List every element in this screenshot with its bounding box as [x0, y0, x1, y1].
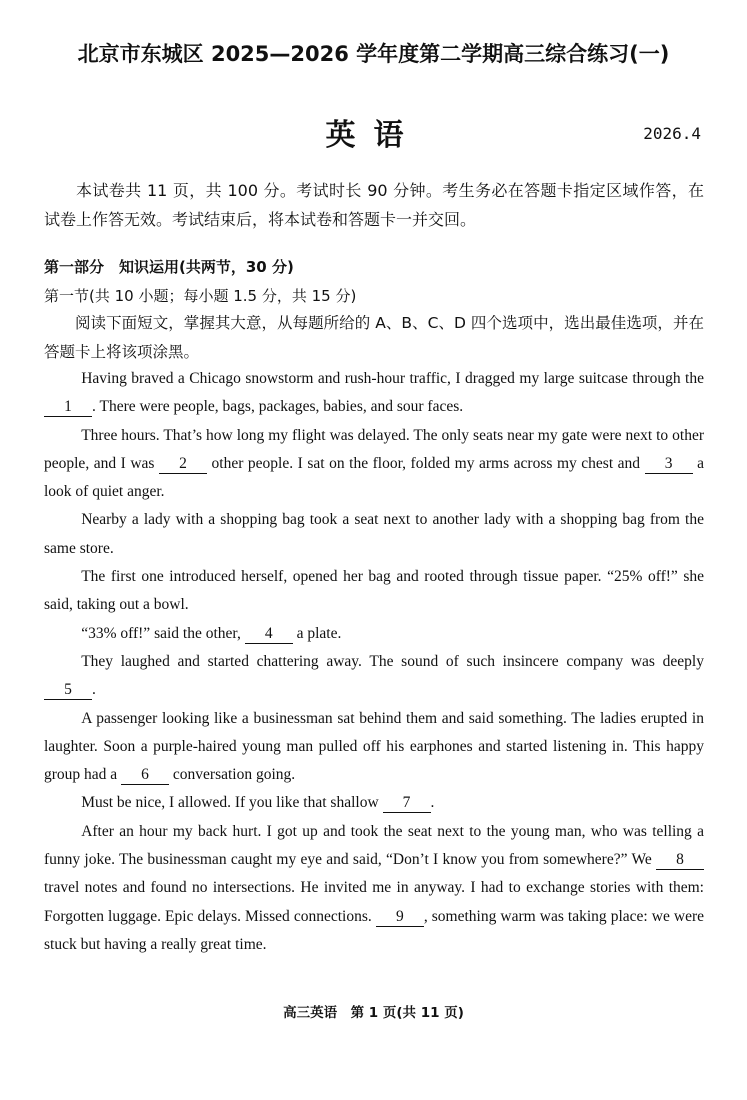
blank-8: 8: [656, 851, 704, 870]
blank-6: 6: [121, 766, 169, 785]
text-run: conversation going.: [172, 766, 296, 784]
blank-5: 5: [44, 681, 92, 700]
paragraph-4: The first one introduced herself, opened her bag and rooted through tissue paper. “25% off!” she said, taking out a bowl.: [44, 568, 704, 614]
text-run: .: [430, 794, 435, 812]
section-heading: 第一节(共 10 小题；每小题 1.5 分，共 15 分): [44, 287, 357, 305]
blank-7: 7: [383, 794, 431, 813]
exam-instructions: 本试卷共 11 页，共 100 分。考试时长 90 分钟。考生务必在答题卡指定区域作答，在试卷上作答无效。考试结束后，将本试卷和答题卡一并交回。: [44, 181, 704, 229]
paragraph-6: [44, 648, 704, 705]
text-run: other people. I sat on the floor, folded my arms across my chest and: [211, 454, 641, 472]
blank-1: 1: [44, 398, 92, 417]
text-run: . There were people, bags, packages, babies, and sour faces.: [92, 398, 464, 416]
text-run: Having braved a Chicago snowstorm and rush-hour traffic, I dragged my large suitcase through the: [81, 370, 704, 387]
blank-9: 9: [376, 908, 424, 927]
text-run: Three hours. That’s how long my flight was delayed. The only seats near my gate were next to other people, and I was: [44, 426, 704, 472]
paragraph-8: [44, 789, 704, 817]
paragraph-3: Nearby a lady with a shopping bag took a seat next to another lady with a shopping bag from the same store.: [44, 511, 704, 557]
text-run: .: [92, 681, 96, 699]
paragraph-5: [44, 620, 704, 648]
cloze-passage: [44, 365, 704, 959]
text-run: a look of quiet anger.: [44, 454, 705, 501]
paragraph-7: [44, 705, 704, 790]
text-run: a plate.: [296, 624, 342, 642]
text-run: Must be nice, I allowed. If you like that shallow: [81, 794, 379, 812]
text-run: , something warm was taking place: we were stuck but having a really great time.: [44, 907, 704, 953]
subject-title: 英语: [325, 118, 422, 153]
part-heading: 第一部分 知识运用(共两节，30 分): [44, 258, 294, 276]
exam-title: 北京市东城区 2025—2026 学年度第二学期高三综合练习(一): [77, 42, 670, 66]
paragraph-2: [44, 422, 704, 507]
page-footer: 高三英语 第 1 页(共 11 页): [283, 1005, 464, 1021]
text-run: They laughed and started chattering away. The sound of such insincere company was deeply: [81, 652, 704, 670]
text-run: “33% off!” said the other,: [81, 624, 241, 642]
blank-3: 3: [645, 455, 693, 474]
text-run: After an hour my back hurt. I got up and took the seat next to the young man, who was telling a funny joke. The businessman caught my eye and said, “Don’t I know you from somewhere?” We: [44, 822, 704, 869]
blank-4: 4: [245, 625, 293, 644]
blank-2: 2: [159, 455, 207, 474]
paragraph-1: [44, 365, 704, 422]
section-directions: 阅读下面短文，掌握其大意，从每题所给的 A、B、C、D 四个选项中，选出最佳选项，并在答题卡上将该项涂黑。: [44, 314, 704, 361]
paragraph-9: [44, 818, 704, 959]
exam-date: 2026.4: [643, 124, 701, 143]
text-run: A passenger looking like a businessman sat behind them and said something. The ladies erupted in laughter. Soon a purple-haired young man pulled off his earphones and started listening in. This happy group had a: [44, 709, 704, 784]
text-run: travel notes and found no intersections. He invited me in anyway. I had to exchange stories with them: Forgotten luggage. Epic delays. Missed connections.: [44, 879, 704, 925]
